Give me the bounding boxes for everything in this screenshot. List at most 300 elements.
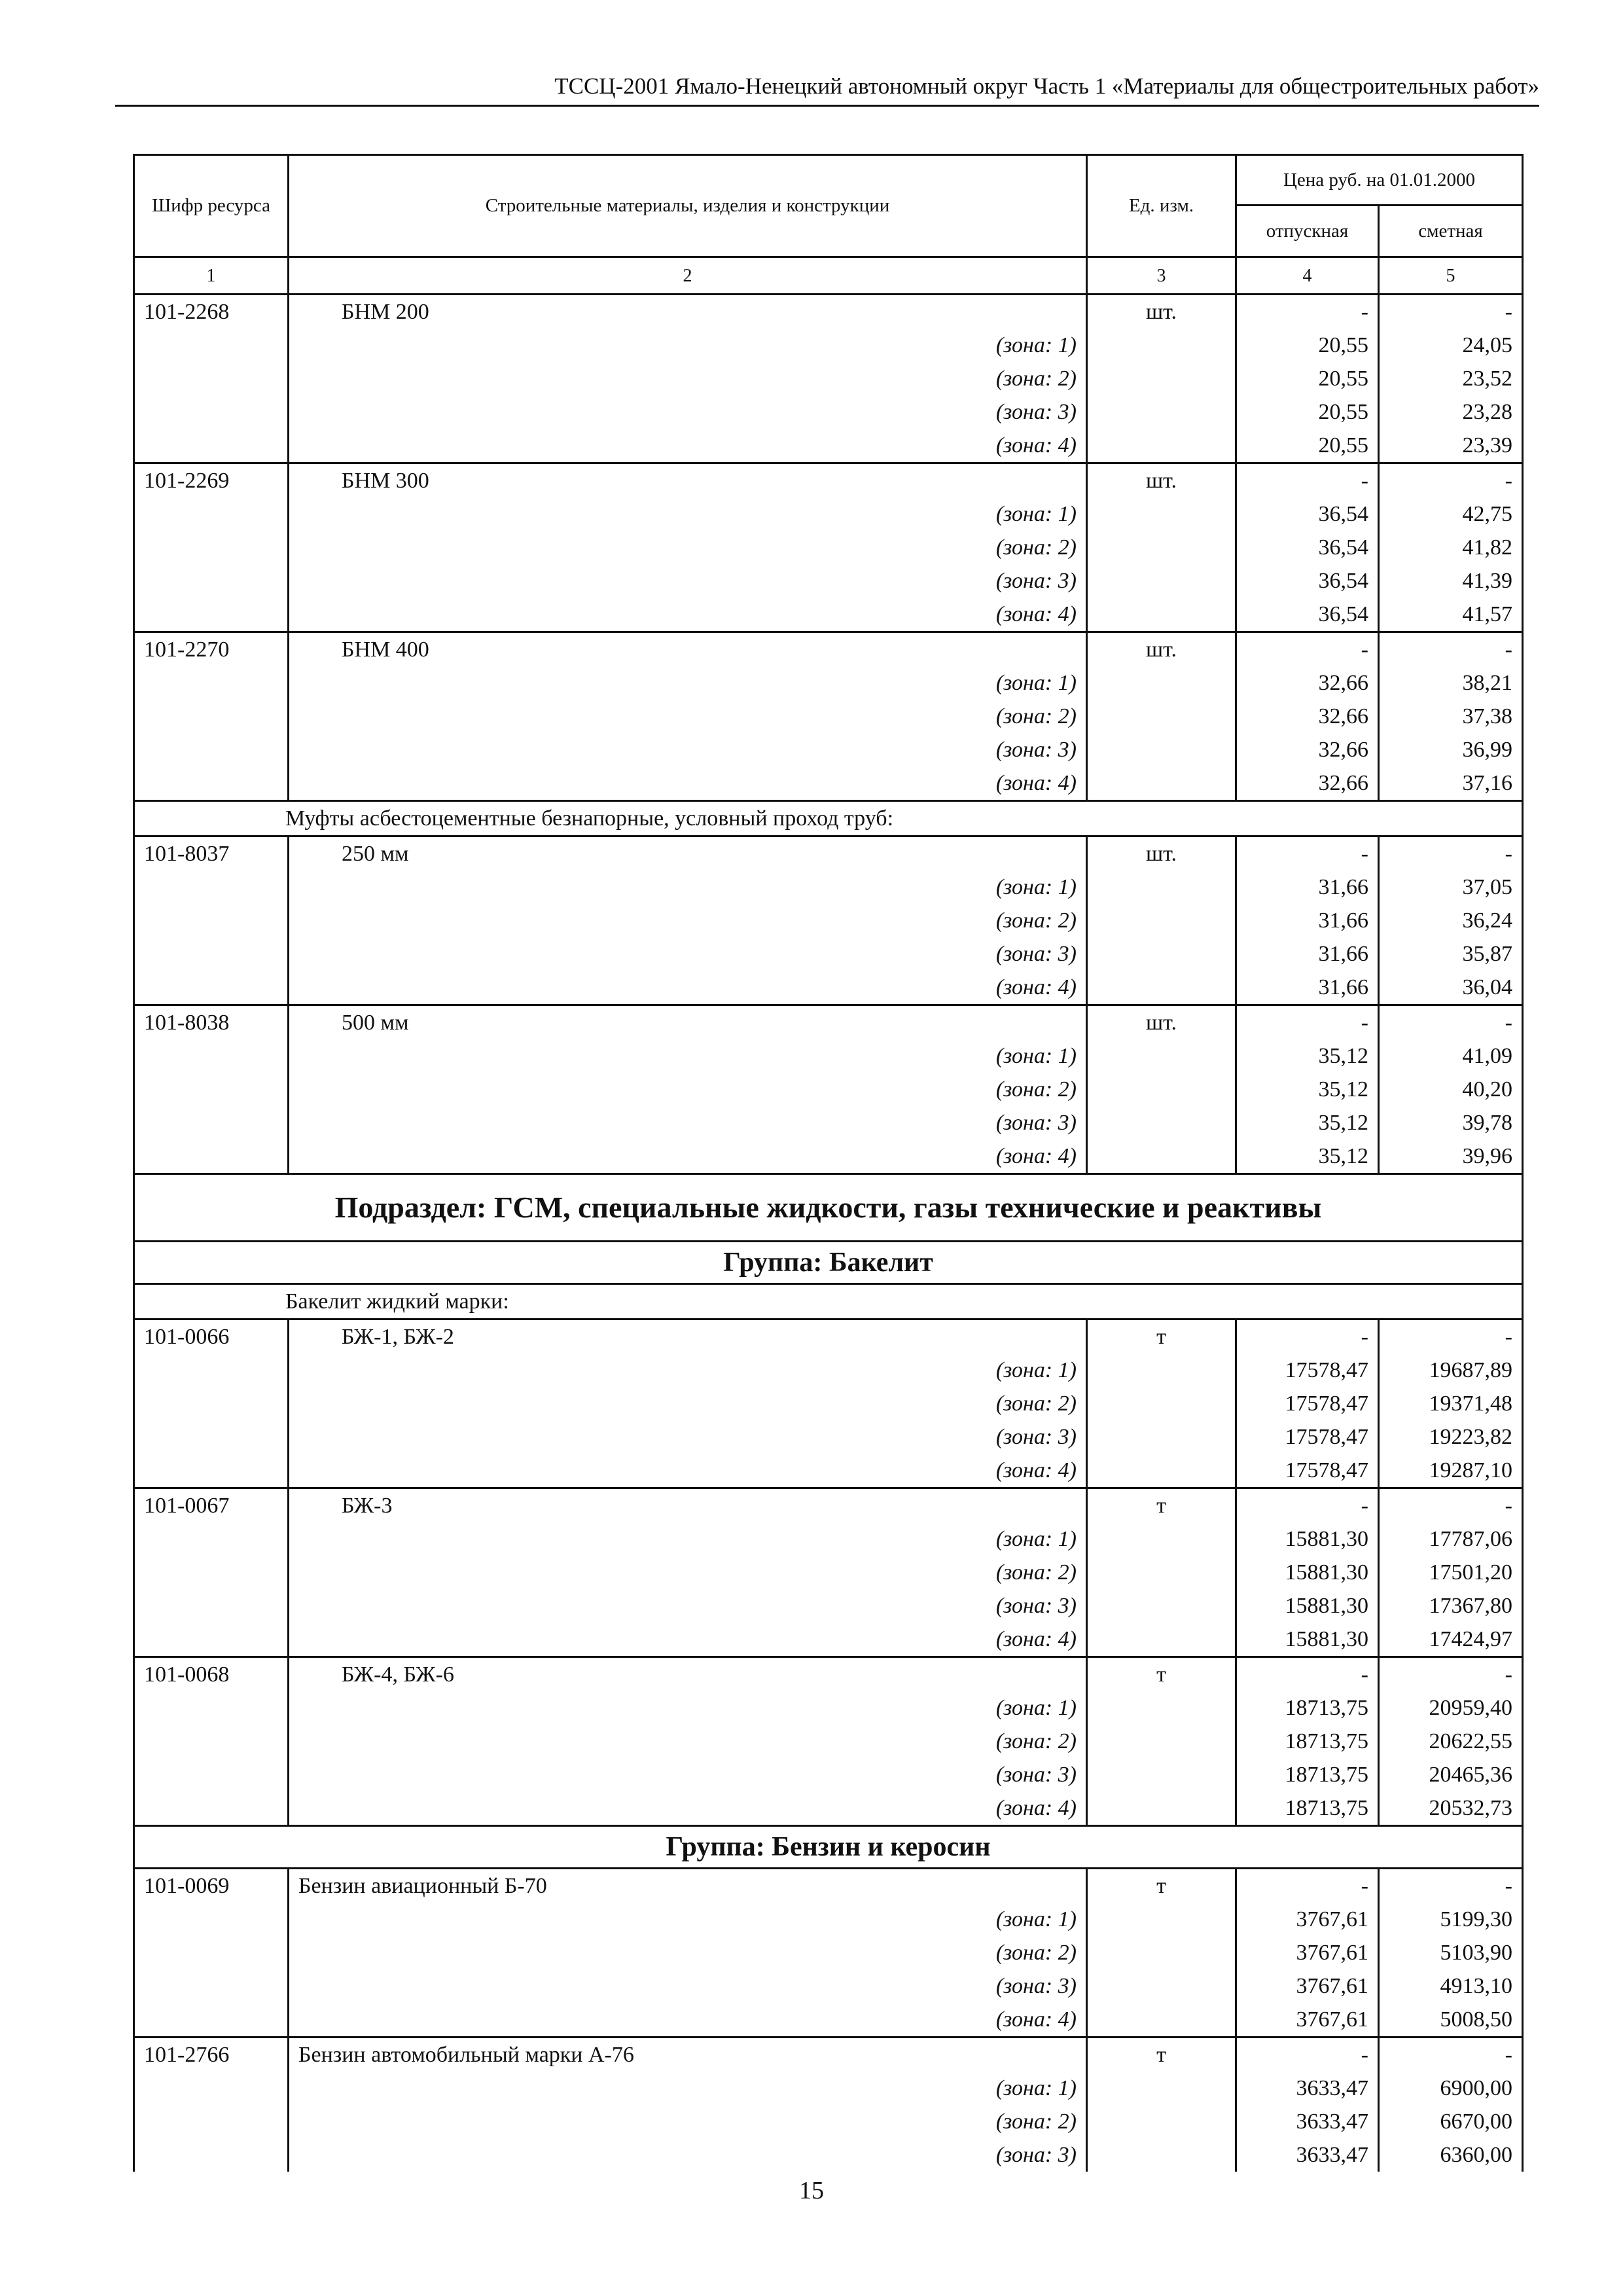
- resource-code: [134, 1039, 289, 1073]
- estimate-price: -: [1379, 1005, 1523, 1040]
- zone-row: [134, 429, 1523, 463]
- zone-label: (зона: 3): [289, 2138, 1087, 2172]
- resource-code: [134, 1758, 289, 1791]
- zone-label: (зона: 1): [289, 497, 1087, 531]
- estimate-price: 17501,20: [1379, 1556, 1523, 1589]
- release-price: 35,12: [1236, 1073, 1379, 1106]
- release-price: -: [1236, 1657, 1379, 1692]
- resource-code: [134, 1387, 289, 1420]
- unit-cell: [1087, 1106, 1236, 1139]
- resource-code: [134, 1354, 289, 1387]
- page-number: 15: [799, 2177, 824, 2204]
- zone-row: [134, 362, 1523, 395]
- estimate-price: 36,99: [1379, 733, 1523, 766]
- zone-label: (зона: 2): [289, 700, 1087, 733]
- zone-label: (зона: 3): [289, 733, 1087, 766]
- estimate-price: 23,52: [1379, 362, 1523, 395]
- estimate-price: 17424,97: [1379, 1623, 1523, 1657]
- resource-code: 101-2766: [134, 2037, 289, 2072]
- unit-cell: [1087, 598, 1236, 632]
- zone-label: (зона: 1): [289, 666, 1087, 700]
- resource-code: [134, 733, 289, 766]
- zone-label: (зона: 2): [289, 1387, 1087, 1420]
- unit-cell: [1087, 700, 1236, 733]
- unit-cell: [1087, 1758, 1236, 1791]
- release-price: 15881,30: [1236, 1522, 1379, 1556]
- zone-row: [134, 700, 1523, 733]
- header-unit: Ед. изм.: [1087, 155, 1236, 257]
- unit-cell: [1087, 2072, 1236, 2105]
- zone-row: [134, 971, 1523, 1005]
- zone-row: [134, 870, 1523, 904]
- group-note-row: [134, 1284, 1523, 1319]
- zone-row: [134, 1454, 1523, 1488]
- unit-cell: [1087, 666, 1236, 700]
- release-price: 31,66: [1236, 904, 1379, 937]
- resource-code: [134, 1139, 289, 1174]
- unit-cell: шт.: [1087, 836, 1236, 871]
- estimate-price: 41,82: [1379, 531, 1523, 564]
- resource-code: [134, 395, 289, 429]
- estimate-price: 5103,90: [1379, 1936, 1523, 1969]
- release-price: 17578,47: [1236, 1454, 1379, 1488]
- estimate-price: -: [1379, 836, 1523, 871]
- material-name: БЖ-3: [289, 1488, 1087, 1523]
- zone-row: [134, 1556, 1523, 1589]
- group-title: Группа: Бакелит: [134, 1242, 1523, 1284]
- estimate-price: 6670,00: [1379, 2105, 1523, 2138]
- unit-cell: шт.: [1087, 1005, 1236, 1040]
- unit-cell: [1087, 429, 1236, 463]
- estimate-price: 24,05: [1379, 329, 1523, 362]
- estimate-price: 42,75: [1379, 497, 1523, 531]
- zone-row: [134, 766, 1523, 801]
- resource-code: [134, 971, 289, 1005]
- zone-row: [134, 1354, 1523, 1387]
- release-price: 15881,30: [1236, 1623, 1379, 1657]
- zone-label: (зона: 2): [289, 1073, 1087, 1106]
- estimate-price: 5008,50: [1379, 2003, 1523, 2037]
- resource-code: [134, 2105, 289, 2138]
- zone-label: (зона: 3): [289, 937, 1087, 971]
- zone-row: [134, 1073, 1523, 1106]
- zone-row: [134, 2072, 1523, 2105]
- material-name: Бензин авиационный Б-70: [289, 1869, 1087, 1903]
- resource-code: [134, 1589, 289, 1623]
- zone-row: [134, 1139, 1523, 1174]
- unit-cell: [1087, 2138, 1236, 2172]
- unit-cell: [1087, 971, 1236, 1005]
- unit-cell: [1087, 1039, 1236, 1073]
- release-price: 3767,61: [1236, 1903, 1379, 1936]
- zone-row: [134, 497, 1523, 531]
- material-name: БНМ 200: [289, 295, 1087, 329]
- resource-code: [134, 937, 289, 971]
- header-estimate-price: сметная: [1379, 206, 1523, 257]
- estimate-price: 19687,89: [1379, 1354, 1523, 1387]
- table-row: [134, 1005, 1523, 1040]
- resource-code: [134, 666, 289, 700]
- column-number: 5: [1379, 257, 1523, 295]
- resource-code: 101-8038: [134, 1005, 289, 1040]
- zone-row: [134, 395, 1523, 429]
- zone-label: (зона: 2): [289, 1556, 1087, 1589]
- resource-code: [134, 362, 289, 395]
- estimate-price: 37,05: [1379, 870, 1523, 904]
- unit-cell: т: [1087, 2037, 1236, 2072]
- release-price: 20,55: [1236, 395, 1379, 429]
- estimate-price: 6900,00: [1379, 2072, 1523, 2105]
- zone-row: [134, 1725, 1523, 1758]
- zone-row: [134, 1522, 1523, 1556]
- resource-code: [134, 766, 289, 801]
- unit-cell: [1087, 362, 1236, 395]
- unit-cell: [1087, 1691, 1236, 1725]
- resource-code: [134, 1691, 289, 1725]
- table-body: [134, 295, 1523, 2172]
- group-note: Бакелит жидкий марки:: [134, 1284, 1523, 1319]
- table-row: [134, 1657, 1523, 1692]
- resource-code: [134, 1454, 289, 1488]
- zone-label: (зона: 4): [289, 1454, 1087, 1488]
- header-rule: [115, 105, 1539, 107]
- zone-label: (зона: 3): [289, 1969, 1087, 2003]
- table-row: [134, 1869, 1523, 1903]
- unit-cell: [1087, 1387, 1236, 1420]
- estimate-price: 20532,73: [1379, 1791, 1523, 1826]
- material-name: БНМ 300: [289, 463, 1087, 498]
- release-price: 17578,47: [1236, 1354, 1379, 1387]
- zone-row: [134, 598, 1523, 632]
- resource-code: [134, 1623, 289, 1657]
- zone-row: [134, 2105, 1523, 2138]
- zone-row: [134, 1936, 1523, 1969]
- release-price: 36,54: [1236, 497, 1379, 531]
- resource-code: 101-8037: [134, 836, 289, 871]
- estimate-price: 20622,55: [1379, 1725, 1523, 1758]
- material-name: Бензин автомобильный марки А-76: [289, 2037, 1087, 2072]
- unit-cell: [1087, 329, 1236, 362]
- zone-label: (зона: 4): [289, 429, 1087, 463]
- unit-cell: [1087, 1936, 1236, 1969]
- resource-code: [134, 1420, 289, 1454]
- zone-row: [134, 329, 1523, 362]
- resource-code: [134, 1073, 289, 1106]
- release-price: 3767,61: [1236, 2003, 1379, 2037]
- estimate-price: -: [1379, 295, 1523, 329]
- estimate-price: 19371,48: [1379, 1387, 1523, 1420]
- resource-code: [134, 1903, 289, 1936]
- zone-row: [134, 1969, 1523, 2003]
- release-price: 32,66: [1236, 666, 1379, 700]
- estimate-price: 40,20: [1379, 1073, 1523, 1106]
- zone-row: [134, 1387, 1523, 1420]
- material-name: 250 мм: [289, 836, 1087, 871]
- unit-cell: [1087, 1903, 1236, 1936]
- resource-code: [134, 1522, 289, 1556]
- estimate-price: 17367,80: [1379, 1589, 1523, 1623]
- table-row: [134, 1488, 1523, 1523]
- unit-cell: [1087, 1139, 1236, 1174]
- column-number: 4: [1236, 257, 1379, 295]
- group-title-row: [134, 1242, 1523, 1284]
- table-row: [134, 632, 1523, 667]
- zone-label: (зона: 2): [289, 904, 1087, 937]
- resource-code: [134, 1936, 289, 1969]
- unit-cell: [1087, 531, 1236, 564]
- release-price: 35,12: [1236, 1139, 1379, 1174]
- unit-cell: шт.: [1087, 463, 1236, 498]
- subsection-title: Подраздел: ГСМ, специальные жидкости, газы технические и реактивы: [134, 1174, 1523, 1242]
- estimate-price: 37,38: [1379, 700, 1523, 733]
- unit-cell: [1087, 1522, 1236, 1556]
- release-price: -: [1236, 2037, 1379, 2072]
- material-name: БЖ-4, БЖ-6: [289, 1657, 1087, 1692]
- estimate-price: 17787,06: [1379, 1522, 1523, 1556]
- release-price: 15881,30: [1236, 1556, 1379, 1589]
- estimate-price: -: [1379, 632, 1523, 667]
- zone-row: [134, 564, 1523, 598]
- unit-cell: [1087, 564, 1236, 598]
- zone-label: (зона: 2): [289, 362, 1087, 395]
- estimate-price: 19287,10: [1379, 1454, 1523, 1488]
- release-price: 35,12: [1236, 1106, 1379, 1139]
- table-row: [134, 463, 1523, 498]
- zone-row: [134, 1791, 1523, 1826]
- zone-label: (зона: 3): [289, 564, 1087, 598]
- resource-code: [134, 1725, 289, 1758]
- zone-label: (зона: 1): [289, 1522, 1087, 1556]
- estimate-price: 4913,10: [1379, 1969, 1523, 2003]
- release-price: 36,54: [1236, 598, 1379, 632]
- release-price: -: [1236, 1488, 1379, 1523]
- unit-cell: [1087, 870, 1236, 904]
- zone-label: (зона: 3): [289, 1420, 1087, 1454]
- zone-row: [134, 937, 1523, 971]
- column-number: 2: [289, 257, 1087, 295]
- unit-cell: [1087, 497, 1236, 531]
- release-price: 20,55: [1236, 329, 1379, 362]
- release-price: 31,66: [1236, 937, 1379, 971]
- zone-row: [134, 666, 1523, 700]
- estimate-price: 41,57: [1379, 598, 1523, 632]
- estimate-price: 20959,40: [1379, 1691, 1523, 1725]
- resource-code: [134, 531, 289, 564]
- zone-row: [134, 1106, 1523, 1139]
- zone-label: (зона: 3): [289, 1589, 1087, 1623]
- unit-cell: [1087, 733, 1236, 766]
- zone-row: [134, 2138, 1523, 2172]
- zone-row: [134, 1691, 1523, 1725]
- release-price: 36,54: [1236, 531, 1379, 564]
- group-title: Группа: Бензин и керосин: [134, 1826, 1523, 1869]
- resource-code: [134, 904, 289, 937]
- estimate-price: -: [1379, 1657, 1523, 1692]
- estimate-price: 36,24: [1379, 904, 1523, 937]
- release-price: -: [1236, 1869, 1379, 1903]
- unit-cell: шт.: [1087, 632, 1236, 667]
- unit-cell: т: [1087, 1869, 1236, 1903]
- zone-label: (зона: 4): [289, 766, 1087, 801]
- estimate-price: -: [1379, 1869, 1523, 1903]
- group-note: Муфты асбестоцементные безнапорные, условный проход труб:: [134, 801, 1523, 836]
- resource-code: [134, 2072, 289, 2105]
- estimate-price: 20465,36: [1379, 1758, 1523, 1791]
- resource-code: 101-0069: [134, 1869, 289, 1903]
- release-price: 35,12: [1236, 1039, 1379, 1073]
- resource-code: [134, 429, 289, 463]
- release-price: 3633,47: [1236, 2105, 1379, 2138]
- unit-cell: [1087, 904, 1236, 937]
- resource-code: [134, 2138, 289, 2172]
- release-price: 36,54: [1236, 564, 1379, 598]
- price-table: [133, 154, 1524, 2172]
- group-title-row: [134, 1826, 1523, 1869]
- column-number: 3: [1087, 257, 1236, 295]
- resource-code: [134, 497, 289, 531]
- zone-label: (зона: 4): [289, 1623, 1087, 1657]
- release-price: 20,55: [1236, 429, 1379, 463]
- estimate-price: 23,39: [1379, 429, 1523, 463]
- resource-code: 101-2269: [134, 463, 289, 498]
- zone-label: (зона: 2): [289, 1725, 1087, 1758]
- zone-label: (зона: 4): [289, 598, 1087, 632]
- column-number: 1: [134, 257, 289, 295]
- resource-code: [134, 870, 289, 904]
- unit-cell: [1087, 2105, 1236, 2138]
- table-row: [134, 2037, 1523, 2072]
- subsection-title-row: [134, 1174, 1523, 1242]
- release-price: 17578,47: [1236, 1387, 1379, 1420]
- estimate-price: -: [1379, 1488, 1523, 1523]
- release-price: 20,55: [1236, 362, 1379, 395]
- estimate-price: 38,21: [1379, 666, 1523, 700]
- estimate-price: 39,78: [1379, 1106, 1523, 1139]
- resource-code: 101-0068: [134, 1657, 289, 1692]
- running-header: ТССЦ-2001 Ямало-Ненецкий автономный округ Часть 1 «Материалы для общестроительных работ»: [554, 73, 1539, 99]
- header-release-price: отпускная: [1236, 206, 1379, 257]
- zone-label: (зона: 2): [289, 531, 1087, 564]
- release-price: 18713,75: [1236, 1791, 1379, 1826]
- estimate-price: -: [1379, 2037, 1523, 2072]
- unit-cell: [1087, 1556, 1236, 1589]
- estimate-price: 39,96: [1379, 1139, 1523, 1174]
- unit-cell: [1087, 1623, 1236, 1657]
- estimate-price: 5199,30: [1379, 1903, 1523, 1936]
- release-price: 3633,47: [1236, 2138, 1379, 2172]
- unit-cell: [1087, 1354, 1236, 1387]
- zone-row: [134, 904, 1523, 937]
- release-price: 31,66: [1236, 971, 1379, 1005]
- release-price: -: [1236, 836, 1379, 871]
- zone-label: (зона: 1): [289, 329, 1087, 362]
- resource-code: [134, 2003, 289, 2037]
- resource-code: [134, 598, 289, 632]
- resource-code: [134, 564, 289, 598]
- zone-label: (зона: 3): [289, 395, 1087, 429]
- estimate-price: 23,28: [1379, 395, 1523, 429]
- unit-cell: [1087, 1073, 1236, 1106]
- zone-row: [134, 1623, 1523, 1657]
- unit-cell: [1087, 1454, 1236, 1488]
- release-price: 32,66: [1236, 700, 1379, 733]
- zone-label: (зона: 2): [289, 1936, 1087, 1969]
- material-name: БНМ 400: [289, 632, 1087, 667]
- zone-row: [134, 531, 1523, 564]
- zone-label: (зона: 4): [289, 971, 1087, 1005]
- zone-label: (зона: 1): [289, 2072, 1087, 2105]
- estimate-price: 36,04: [1379, 971, 1523, 1005]
- zone-label: (зона: 3): [289, 1106, 1087, 1139]
- table-row: [134, 836, 1523, 871]
- resource-code: 101-2268: [134, 295, 289, 329]
- estimate-price: -: [1379, 463, 1523, 498]
- unit-cell: [1087, 1791, 1236, 1826]
- resource-code: 101-2270: [134, 632, 289, 667]
- release-price: 31,66: [1236, 870, 1379, 904]
- estimate-price: -: [1379, 1319, 1523, 1354]
- material-name: БЖ-1, БЖ-2: [289, 1319, 1087, 1354]
- zone-row: [134, 1039, 1523, 1073]
- release-price: -: [1236, 1319, 1379, 1354]
- resource-code: 101-0066: [134, 1319, 289, 1354]
- resource-code: [134, 1556, 289, 1589]
- release-price: 32,66: [1236, 733, 1379, 766]
- zone-label: (зона: 4): [289, 1139, 1087, 1174]
- resource-code: [134, 1791, 289, 1826]
- release-price: 18713,75: [1236, 1758, 1379, 1791]
- estimate-price: 35,87: [1379, 937, 1523, 971]
- release-price: 3767,61: [1236, 1936, 1379, 1969]
- header-materials: Строительные материалы, изделия и конструкции: [289, 155, 1087, 257]
- zone-label: (зона: 4): [289, 2003, 1087, 2037]
- release-price: 15881,30: [1236, 1589, 1379, 1623]
- release-price: 32,66: [1236, 766, 1379, 801]
- unit-cell: шт.: [1087, 295, 1236, 329]
- resource-code: [134, 1969, 289, 2003]
- zone-row: [134, 2003, 1523, 2037]
- header-price-group: Цена руб. на 01.01.2000: [1236, 155, 1523, 206]
- unit-cell: [1087, 937, 1236, 971]
- zone-label: (зона: 1): [289, 870, 1087, 904]
- zone-label: (зона: 1): [289, 1039, 1087, 1073]
- zone-row: [134, 733, 1523, 766]
- release-price: -: [1236, 632, 1379, 667]
- material-name: 500 мм: [289, 1005, 1087, 1040]
- zone-label: (зона: 1): [289, 1354, 1087, 1387]
- zone-row: [134, 1420, 1523, 1454]
- unit-cell: т: [1087, 1657, 1236, 1692]
- zone-row: [134, 1758, 1523, 1791]
- zone-row: [134, 1903, 1523, 1936]
- unit-cell: [1087, 1589, 1236, 1623]
- table-row: [134, 295, 1523, 329]
- zone-row: [134, 1589, 1523, 1623]
- group-note-row: [134, 801, 1523, 836]
- unit-cell: [1087, 2003, 1236, 2037]
- table-row: [134, 1319, 1523, 1354]
- resource-code: 101-0067: [134, 1488, 289, 1523]
- zone-label: (зона: 2): [289, 2105, 1087, 2138]
- unit-cell: [1087, 766, 1236, 801]
- unit-cell: [1087, 1420, 1236, 1454]
- resource-code: [134, 700, 289, 733]
- unit-cell: т: [1087, 1319, 1236, 1354]
- zone-label: (зона: 1): [289, 1903, 1087, 1936]
- release-price: 18713,75: [1236, 1725, 1379, 1758]
- resource-code: [134, 1106, 289, 1139]
- zone-label: (зона: 3): [289, 1758, 1087, 1791]
